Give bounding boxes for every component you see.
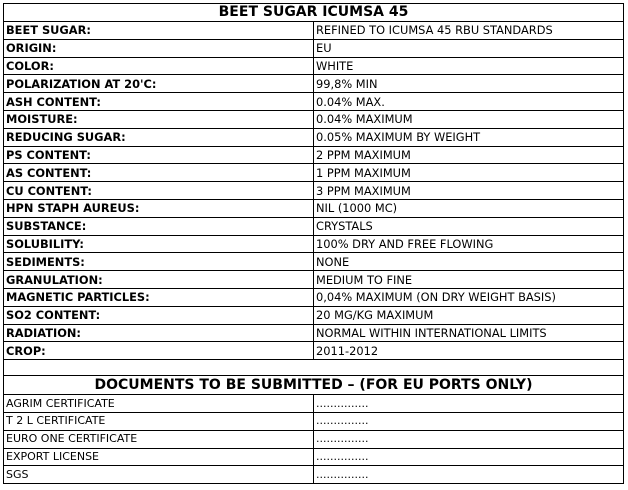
documents-header-row <box>4 376 624 395</box>
document-name: EXPORT LICENSE <box>4 448 314 466</box>
spec-sheet <box>3 3 624 484</box>
spec-key: REDUCING SUGAR: <box>4 128 314 146</box>
spec-row <box>4 306 624 324</box>
blank-cell <box>4 360 624 376</box>
spec-value: 2011-2012 <box>314 342 624 360</box>
spec-value: 0.04% MAX. <box>314 93 624 111</box>
spec-key: BEET SUGAR: <box>4 22 314 40</box>
spec-key: COLOR: <box>4 57 314 75</box>
document-row <box>4 412 624 430</box>
spec-key: SO2 CONTENT: <box>4 306 314 324</box>
spec-row <box>4 110 624 128</box>
blank-row <box>4 360 624 376</box>
spec-value: EU <box>314 39 624 57</box>
spec-key: MOISTURE: <box>4 110 314 128</box>
spec-key: CU CONTENT: <box>4 182 314 200</box>
spec-key: POLARIZATION AT 20'C: <box>4 75 314 93</box>
spec-key: SOLUBILITY: <box>4 235 314 253</box>
document-value: ............... <box>314 412 624 430</box>
spec-value: 100% DRY AND FREE FLOWING <box>314 235 624 253</box>
spec-row <box>4 164 624 182</box>
spec-key: ORIGIN: <box>4 39 314 57</box>
spec-row <box>4 253 624 271</box>
spec-row <box>4 288 624 306</box>
spec-key: AS CONTENT: <box>4 164 314 182</box>
spec-row <box>4 271 624 289</box>
spec-row <box>4 199 624 217</box>
documents-title: DOCUMENTS TO BE SUBMITTED – (FOR EU PORTS ONLY) <box>4 376 624 395</box>
document-value: ............... <box>314 430 624 448</box>
spec-key: CROP: <box>4 342 314 360</box>
spec-value: CRYSTALS <box>314 217 624 235</box>
spec-row <box>4 235 624 253</box>
spec-key: PS CONTENT: <box>4 146 314 164</box>
document-value: ............... <box>314 395 624 413</box>
spec-key: GRANULATION: <box>4 271 314 289</box>
document-row <box>4 430 624 448</box>
spec-value: 99,8% MIN <box>314 75 624 93</box>
document-name: EURO ONE CERTIFICATE <box>4 430 314 448</box>
spec-key: ASH CONTENT: <box>4 93 314 111</box>
spec-row <box>4 324 624 342</box>
spec-value: NORMAL WITHIN INTERNATIONAL LIMITS <box>314 324 624 342</box>
spec-row <box>4 75 624 93</box>
spec-row <box>4 39 624 57</box>
document-row <box>4 448 624 466</box>
spec-row <box>4 146 624 164</box>
spec-table <box>3 3 624 484</box>
spec-row <box>4 342 624 360</box>
spec-row <box>4 93 624 111</box>
spec-row <box>4 182 624 200</box>
document-row <box>4 395 624 413</box>
document-title: BEET SUGAR ICUMSA 45 <box>4 4 624 22</box>
spec-key: SEDIMENTS: <box>4 253 314 271</box>
document-value: ............... <box>314 466 624 484</box>
spec-row <box>4 217 624 235</box>
document-name: AGRIM CERTIFICATE <box>4 395 314 413</box>
spec-value: 20 MG/KG MAXIMUM <box>314 306 624 324</box>
spec-key: MAGNETIC PARTICLES: <box>4 288 314 306</box>
spec-value: 2 PPM MAXIMUM <box>314 146 624 164</box>
spec-key: HPN STAPH AUREUS: <box>4 199 314 217</box>
document-row <box>4 466 624 484</box>
spec-value: 0.05% MAXIMUM BY WEIGHT <box>314 128 624 146</box>
document-name: SGS <box>4 466 314 484</box>
spec-value: 0.04% MAXIMUM <box>314 110 624 128</box>
title-row <box>4 4 624 22</box>
document-name: T 2 L CERTIFICATE <box>4 412 314 430</box>
spec-value: 0,04% MAXIMUM (ON DRY WEIGHT BASIS) <box>314 288 624 306</box>
spec-value: NONE <box>314 253 624 271</box>
spec-row <box>4 22 624 40</box>
spec-value: WHITE <box>314 57 624 75</box>
spec-value: REFINED TO ICUMSA 45 RBU STANDARDS <box>314 22 624 40</box>
spec-key: RADIATION: <box>4 324 314 342</box>
spec-row <box>4 128 624 146</box>
spec-value: NIL (1000 MC) <box>314 199 624 217</box>
spec-value: MEDIUM TO FINE <box>314 271 624 289</box>
spec-value: 1 PPM MAXIMUM <box>314 164 624 182</box>
spec-value: 3 PPM MAXIMUM <box>314 182 624 200</box>
spec-row <box>4 57 624 75</box>
document-value: ............... <box>314 448 624 466</box>
spec-key: SUBSTANCE: <box>4 217 314 235</box>
